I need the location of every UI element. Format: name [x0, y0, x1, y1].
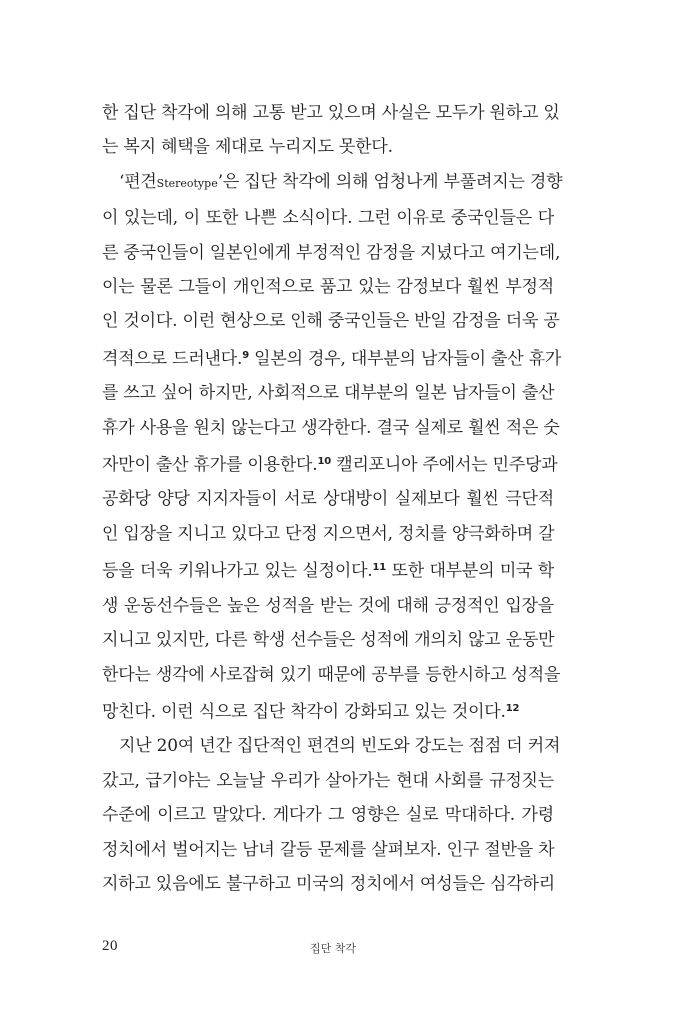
term-english: Stereotype [156, 176, 218, 190]
text-line: 생 운동선수들은 높은 성적을 받는 것에 대해 긍정적인 입장을 [102, 595, 554, 616]
text-line: 지니고 있지만, 다른 학생 선수들은 성적에 개의치 않고 운동만 [102, 630, 555, 651]
text-line: 인 것이다. 이런 현상으로 인해 중국인들은 반일 감정을 더욱 공 [102, 311, 560, 332]
text-line: 지하고 있음에도 불구하고 미국의 정치에서 여성들은 심각하리 [102, 873, 555, 894]
text-fragment: 등을 더욱 키워나가고 있는 실정이다. [102, 561, 373, 582]
text-fragment: 또한 대부분의 미국 학 [386, 561, 554, 582]
text-line: 한 집단 착각에 의해 고통 받고 있으며 사실은 모두가 원하고 있 [102, 103, 560, 123]
text-fragment: 자만이 출산 휴가를 이용한다. [102, 455, 318, 476]
page-number: 20 [102, 938, 118, 954]
text-line: 인 입장을 지니고 있다고 단정 지으면서, 정치를 양극화하며 갈 [102, 523, 555, 544]
running-title: 집단 착각 [310, 942, 357, 955]
text-line [102, 445, 558, 482]
text-line: 는 복지 혜택을 제대로 누리지도 못한다. [102, 137, 393, 158]
text-line: 이는 물론 그들이 개인적으로 품고 있는 감정보다 훨씬 부정적 [102, 277, 554, 298]
text-line: 수준에 이르고 말았다. 게다가 그 영향은 실로 막대하다. 가령 [102, 805, 554, 826]
text-fragment: ‘편견 [119, 171, 157, 192]
footnote-marker[interactable]: 11 [372, 562, 387, 574]
text-line [102, 551, 554, 588]
text-line: 지난 20여 년간 집단적인 편견의 빈도와 강도는 점점 더 커져 [119, 736, 561, 757]
text-line: 를 쓰고 싶어 하지만, 사회적으로 대부분의 일본 남자들이 출산 [102, 383, 555, 404]
text-line [102, 165, 563, 201]
text-fragment: 격적으로 드러낸다. [102, 348, 243, 369]
text-line: 공화당 양당 지지자들이 서로 상대방이 실제보다 훨씬 극단적 [102, 489, 554, 510]
text-line [102, 692, 554, 729]
text-line: 른 중국인들이 일본인에게 부정적인 감정을 지녔다고 여기는데, [102, 242, 561, 263]
footnote-marker[interactable]: 12 [505, 702, 520, 714]
text-line: 휴가 사용을 원치 않는다고 생각한다. 결국 실제로 훨씬 적은 숫 [102, 417, 560, 438]
text-fragment: ’은 집단 착각에 의해 엄청나게 부풀려지는 경향 [217, 171, 563, 192]
body-text [102, 96, 563, 901]
text-fragment: 캘리포니아 주에서는 민주당과 [331, 455, 558, 476]
paragraph-1 [102, 96, 560, 165]
page-footer [102, 938, 554, 962]
text-line: 한다는 생각에 사로잡혀 있기 때문에 공부를 등한시하고 성적을 [102, 664, 561, 685]
text-line [102, 339, 562, 376]
footnote-marker[interactable]: 10 [317, 456, 332, 468]
text-line: 정치에서 벌어지는 남녀 갈등 문제를 살펴보자. 인구 절반을 차 [102, 839, 555, 860]
footnote-marker[interactable]: 9 [242, 349, 249, 361]
paragraph-3 [102, 729, 561, 901]
text-fragment: 망친다. 이런 식으로 집단 착각이 강화되고 있는 것이다. [102, 701, 506, 722]
text-line: 갔고, 급기야는 오늘날 우리가 살아가는 현대 사회를 규정짓는 [102, 770, 554, 791]
text-line: 이 있는데, 이 또한 나쁜 소식이다. 그런 이유로 중국인들은 다 [102, 208, 554, 229]
text-fragment: 일본의 경우, 대부분의 남자들이 출산 휴가 [248, 348, 562, 369]
paragraph-2 [102, 165, 563, 730]
